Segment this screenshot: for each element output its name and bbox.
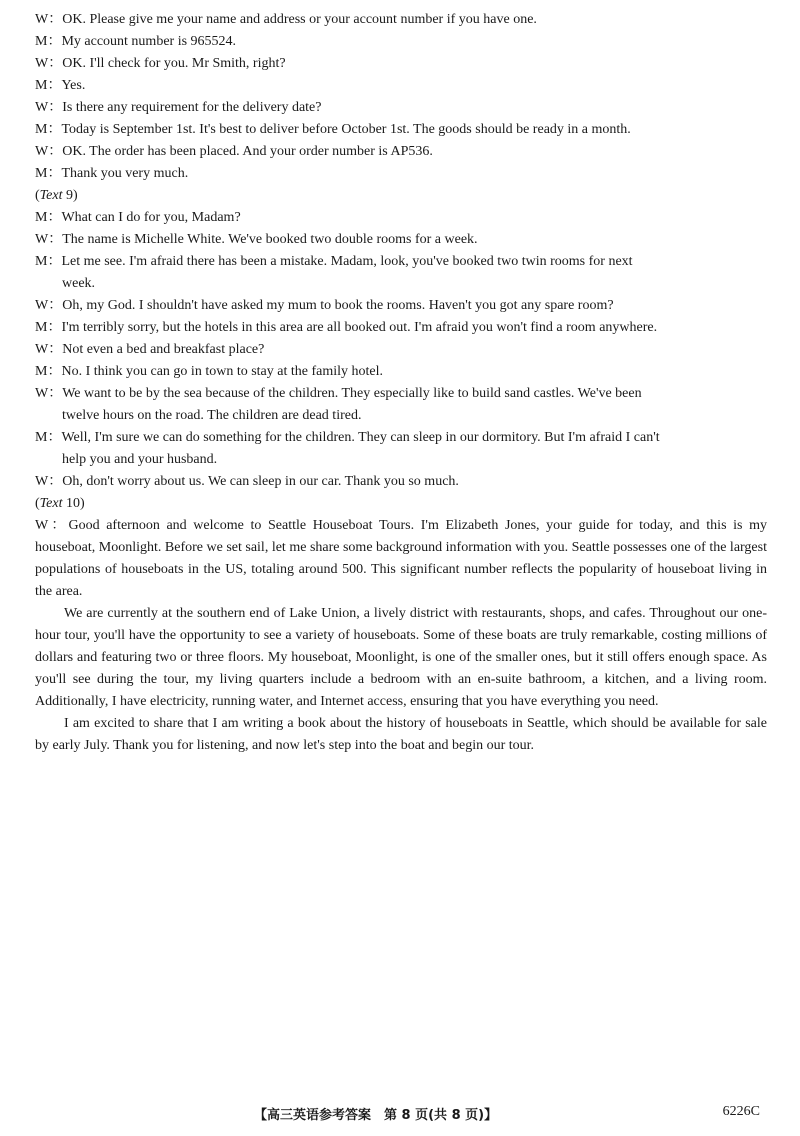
utterance-text: No. I think you can go in town to stay at the family hotel. <box>61 364 384 379</box>
speaker-separator: ： <box>47 364 62 379</box>
speaker-label: M <box>35 254 48 269</box>
utterance-text: My account number is 965524. <box>61 34 237 49</box>
utterance-text: Today is September 1st. It's best to deliver before October 1st. The goods should be ready in a month. <box>61 122 631 137</box>
speaker-label: W <box>35 100 49 115</box>
utterance-text: Thank you very much. <box>61 166 189 181</box>
speaker-separator: ： <box>47 254 62 269</box>
dialogue-line <box>35 229 767 251</box>
dialogue-text9 <box>35 207 767 493</box>
dialogue-line <box>35 295 767 317</box>
dialogue-line <box>35 383 767 405</box>
paragraph-text: We are currently at the southern end of Lake Union, a lively district with restaurants, shops, and cafes. Throughout our one-hour tour, you'll have the opportunity to see a variety of houseboats. Some of these boats are truly remarkable, costing millions of dollars and featuring two or three floors. My houseboat, Moonlight, is one of the smaller ones, but it still offers enough space. As you'll see during the tour, my living quarters include a bedroom with an en-suite bathroom, a kitchen, and a living room. Additionally, I have electricity, running water, and Internet access, ensuring that you have everything you need. <box>35 606 767 709</box>
utterance-text: Not even a bed and breakfast place? <box>62 342 265 357</box>
speaker-separator: ： <box>48 342 63 357</box>
utterance-continuation: help you and your husband. <box>62 452 218 467</box>
utterance-text: I'm terribly sorry, but the hotels in this area are all booked out. I'm afraid you won't find a room anywhere. <box>61 320 658 335</box>
page-content <box>35 9 767 757</box>
dialogue-line <box>35 97 767 119</box>
footer-page-label: 【高三英语参考答案 第 8 页(共 8 页)】 <box>254 1108 498 1123</box>
speaker-label: W <box>35 386 49 401</box>
speaker-separator: ： <box>48 298 63 313</box>
speaker-label: M <box>35 364 48 379</box>
dialogue-line <box>35 361 767 383</box>
dialogue-line <box>35 9 767 31</box>
dialogue-line <box>35 317 767 339</box>
monologue-paragraph <box>35 713 767 757</box>
speaker-separator: ： <box>48 56 63 71</box>
speaker-separator: ： <box>47 320 62 335</box>
dialogue-line <box>35 339 767 361</box>
section-number: 9 <box>62 188 73 203</box>
dialogue-line <box>35 75 767 97</box>
speaker-separator: ： <box>48 474 63 489</box>
speaker-label: W <box>35 144 49 159</box>
page-footer <box>0 1104 800 1126</box>
speaker-label: M <box>35 166 48 181</box>
utterance-continuation: week. <box>62 276 96 291</box>
speaker-label: W <box>35 12 49 27</box>
dialogue-line <box>35 141 767 163</box>
dialogue-line <box>35 31 767 53</box>
dialogue-line <box>35 119 767 141</box>
section-label: Text <box>39 188 63 203</box>
utterance-text: Yes. <box>61 78 86 93</box>
speaker-separator: ： <box>48 232 63 247</box>
speaker-separator: ： <box>47 122 62 137</box>
speaker-label: M <box>35 430 48 445</box>
utterance-text: Let me see. I'm afraid there has been a mistake. Madam, look, you've booked two twin rooms for next <box>61 254 633 269</box>
speaker-label: M <box>35 78 48 93</box>
utterance-text: OK. The order has been placed. And your order number is AP536. <box>62 144 433 159</box>
utterance-text: Oh, don't worry about us. We can sleep in our car. Thank you so much. <box>62 474 459 489</box>
speaker-separator: ： <box>48 144 63 159</box>
speaker-separator: ： <box>47 210 62 225</box>
speaker-label: M <box>35 210 48 225</box>
speaker-label: W <box>35 474 49 489</box>
section-heading-text10: (Text 10) <box>35 496 85 511</box>
utterance-text: OK. I'll check for you. Mr Smith, right? <box>62 56 286 71</box>
speaker-label: W <box>35 342 49 357</box>
utterance-text: Oh, my God. I shouldn't have asked my mum to book the rooms. Haven't you got any spare room? <box>62 298 614 313</box>
dialogue-line <box>35 53 767 75</box>
speaker-separator: ： <box>48 518 69 533</box>
speaker-label: W <box>35 298 49 313</box>
footer-doc-code: 6226C <box>722 1104 760 1119</box>
dialogue-line <box>35 251 767 273</box>
utterance-text: Is there any requirement for the delivery date? <box>62 100 322 115</box>
utterance-text: OK. Please give me your name and address or your account number if you have one. <box>62 12 537 27</box>
speaker-separator: ： <box>47 78 62 93</box>
dialogue-text8-end <box>35 9 767 185</box>
speaker-separator: ： <box>48 12 63 27</box>
speaker-label: M <box>35 34 48 49</box>
speaker-separator: ： <box>47 34 62 49</box>
section-number: 10 <box>62 496 80 511</box>
section-label: Text <box>39 496 63 511</box>
utterance-text: The name is Michelle White. We've booked two double rooms for a week. <box>62 232 478 247</box>
dialogue-line <box>35 427 767 449</box>
monologue-paragraph <box>35 515 767 603</box>
speaker-label: W <box>35 56 49 71</box>
utterance-text: What can I do for you, Madam? <box>61 210 241 225</box>
speaker-separator: ： <box>47 430 62 445</box>
speaker-label: W <box>35 518 49 533</box>
dialogue-line <box>35 207 767 229</box>
speaker-separator: ： <box>47 166 62 181</box>
speaker-label: W <box>35 232 49 247</box>
section-heading-text9: (Text 9) <box>35 188 78 203</box>
utterance-continuation: twelve hours on the road. The children are dead tired. <box>62 408 362 423</box>
monologue-text10 <box>35 515 767 757</box>
speaker-label: M <box>35 320 48 335</box>
dialogue-line <box>35 471 767 493</box>
speaker-label: M <box>35 122 48 137</box>
utterance-text: Well, I'm sure we can do something for the children. They can sleep in our dormitory. But I'm afraid I can't <box>61 430 660 445</box>
speaker-separator: ： <box>48 386 63 401</box>
paragraph-text: I am excited to share that I am writing a book about the history of houseboats in Seattle, which should be available for sale by early July. Thank you for listening, and now let's step into the boat and begin our tour. <box>35 716 767 753</box>
monologue-paragraph <box>35 603 767 713</box>
dialogue-line <box>35 163 767 185</box>
paragraph-text: Good afternoon and welcome to Seattle Houseboat Tours. I'm Elizabeth Jones, your guide for today, and this is my houseboat, Moonlight. Before we set sail, let me share some background information with you. Seattle possesses one of the largest populations of houseboats in the US, totaling around 500. This significant number reflects the popularity of houseboat living in the area. <box>35 518 767 599</box>
speaker-separator: ： <box>48 100 63 115</box>
utterance-text: We want to be by the sea because of the children. They especially like to build sand castles. We've been <box>62 386 642 401</box>
